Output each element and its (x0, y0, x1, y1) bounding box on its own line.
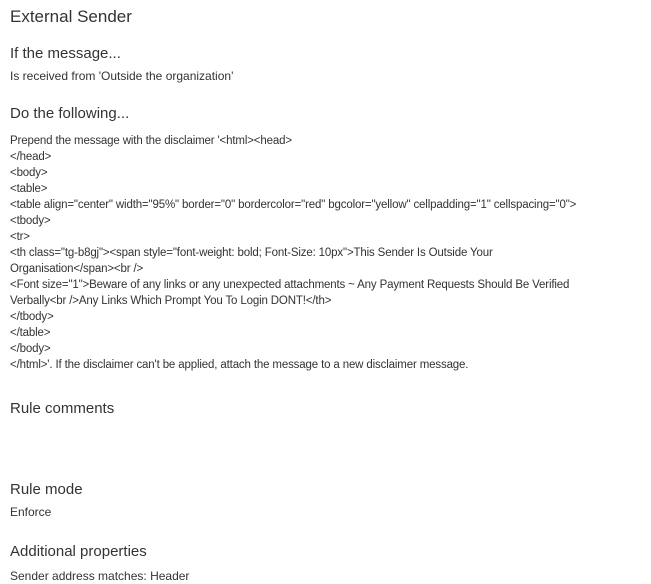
section-conditions (10, 44, 645, 84)
section-rule-mode (10, 480, 645, 520)
section-actions (10, 104, 645, 373)
page-title: External Sender (10, 7, 132, 26)
disclaimer-line: Prepend the message with the disclaimer '<html><head> (10, 135, 292, 147)
disclaimer-line: <body> (10, 167, 48, 179)
disclaimer-line: <Font size="1">Beware of any links or any unexpected attachments ~ Any Payment Requests Should Be Verified (10, 279, 570, 291)
disclaimer-line: </head> (10, 151, 52, 163)
additional-properties-heading: Additional properties (10, 543, 147, 560)
disclaimer-line: </body> (10, 343, 51, 355)
conditions-heading: If the message... (10, 45, 121, 62)
rule-mode-text: Enforce (10, 505, 52, 519)
disclaimer-line: <tbody> (10, 215, 51, 227)
disclaimer-line: </table> (10, 327, 51, 339)
additional-properties-text: Sender address matches: Header (10, 569, 190, 583)
disclaimer-line: <tr> (10, 231, 30, 243)
disclaimer-line: <table> (10, 183, 48, 195)
disclaimer-line: <table align="center" width="95%" border="0" bordercolor="red" bgcolor="yellow" cellpadding="1" cellspacing="0"> (10, 199, 577, 211)
rule-comments-heading: Rule comments (10, 400, 115, 417)
disclaimer-line: Verbally<br />Any Links Which Prompt You To Login DONT!</th> (10, 295, 332, 307)
disclaimer-line: </html>'. If the disclaimer can't be applied, attach the message to a new disclaimer message. (10, 359, 469, 371)
disclaimer-line: <th class="tg-b8gj"><span style="font-weight: bold; Font-Size: 10px">This Sender Is Outside Your (10, 247, 493, 259)
disclaimer-line: Organisation</span><br /> (10, 263, 144, 275)
section-rule-comments (10, 399, 645, 433)
disclaimer-line: </tbody> (10, 311, 54, 323)
disclaimer-text (10, 133, 645, 373)
actions-heading: Do the following... (10, 105, 130, 122)
conditions-text: Is received from 'Outside the organization' (10, 69, 234, 83)
rule-mode-heading: Rule mode (10, 481, 83, 498)
rule-comments-text (10, 423, 645, 433)
section-additional-properties (10, 542, 645, 584)
